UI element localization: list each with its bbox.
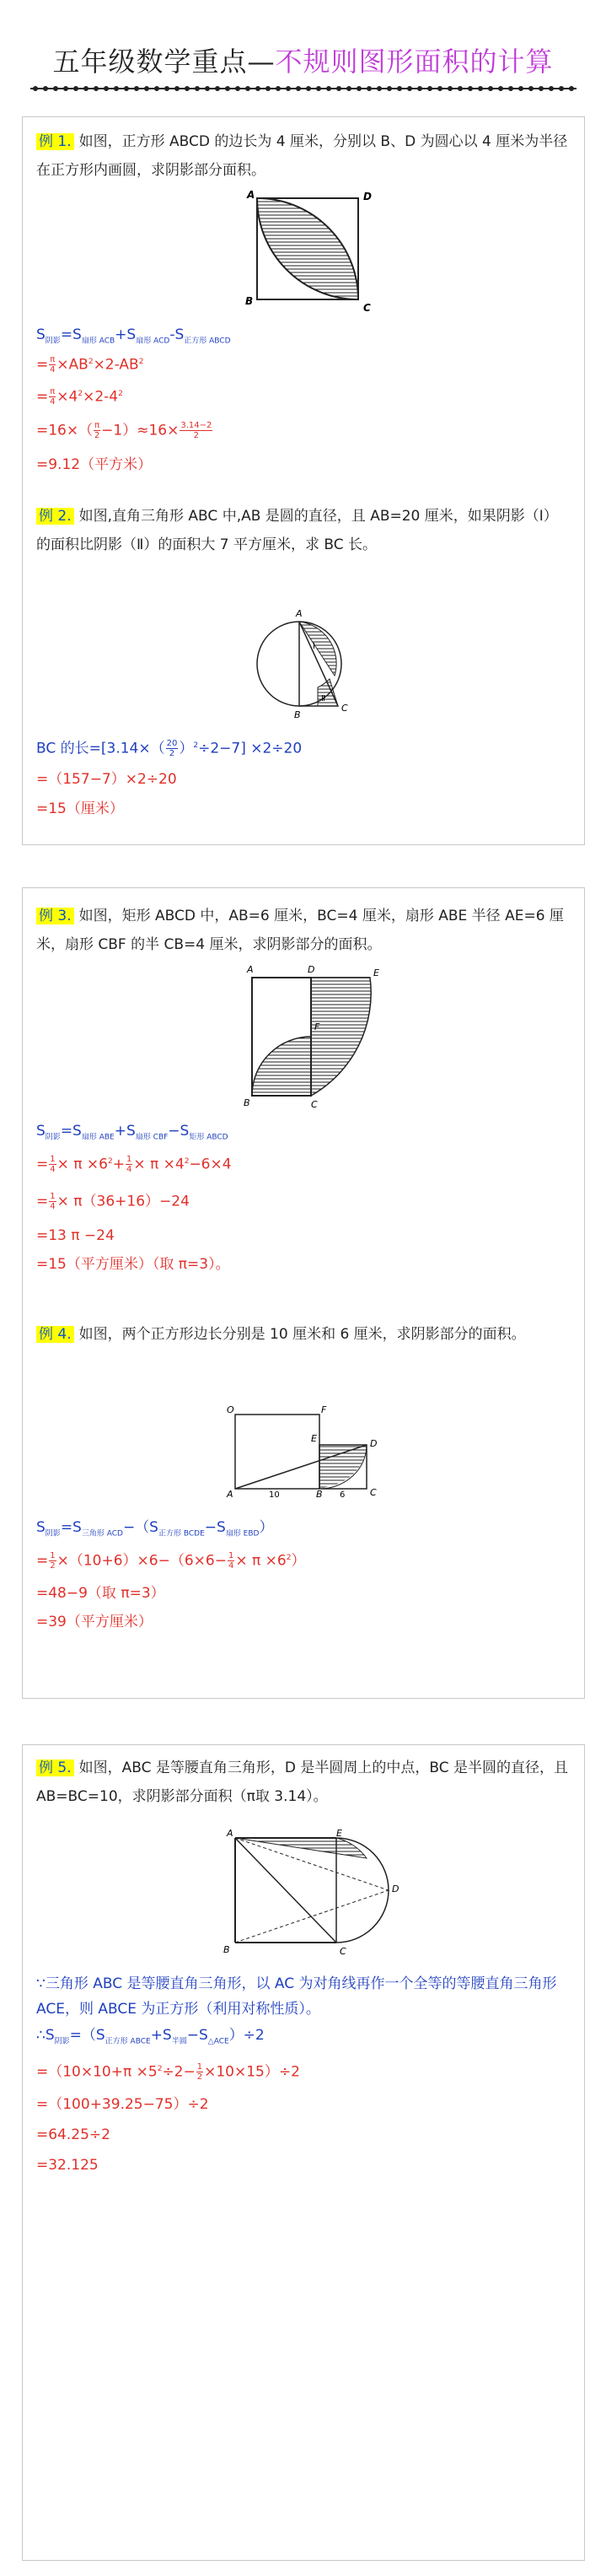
divider-dot	[336, 86, 341, 91]
card-examples-3-4	[22, 887, 585, 1699]
ex3-step-2: = $\frac{1}{4}$ × $\pi \times 6^2+$ $\frac{1}{4}$ × $\pi \times 4^2-6\times 4$	[36, 1155, 232, 1175]
divider-dot	[407, 86, 412, 91]
divider-dot	[174, 86, 180, 91]
ex1-step-2: = $\frac{\pi}{4}$ $\times AB^2\times 2-AB^2$	[36, 355, 144, 375]
fig1-label-a: A	[247, 189, 255, 201]
fig5-label-c: C	[340, 1946, 346, 1957]
divider-dot	[114, 86, 119, 91]
fig1-label-d: D	[363, 191, 372, 202]
example-2-figure	[249, 606, 375, 725]
fig4-label-c: C	[370, 1487, 377, 1498]
fig5-label-a: A	[227, 1828, 233, 1839]
fig3-label-d: D	[308, 964, 315, 975]
fraction: $\frac{3.14-2}{2}$	[180, 421, 212, 440]
fig3-label-a: A	[247, 964, 254, 975]
divider-dot	[43, 86, 48, 91]
ex1-result: =9.12（平方米）	[36, 456, 153, 473]
ex3-result: =15（平方厘米）（取 π=3）。	[36, 1256, 230, 1273]
fraction: $\frac{\pi}{4}$	[50, 387, 56, 407]
card-example-5	[22, 1744, 585, 2561]
divider-dot	[508, 86, 513, 91]
divider-dot	[215, 86, 220, 91]
divider-dot	[164, 86, 169, 91]
fig4-label-o: O	[227, 1404, 234, 1415]
fig5-label-d: D	[392, 1883, 400, 1894]
divider-dot	[549, 86, 554, 91]
divider-dot	[286, 86, 291, 91]
divider-dot	[124, 86, 129, 91]
fig5-label-e: E	[336, 1828, 342, 1839]
fig3-label-f: F	[314, 1021, 320, 1032]
example-3-figure	[244, 966, 387, 1109]
divider-dot	[478, 86, 483, 91]
fraction: $\frac{\pi}{4}$	[50, 355, 56, 375]
fig2-label-ii: Ⅱ	[321, 694, 325, 703]
fraction: $\frac{1}{4}$	[126, 1155, 132, 1175]
fig4-label-b: B	[316, 1489, 323, 1500]
ex1-step-3: = $\frac{\pi}{4}$ $\times 4^2\times 2-4^2$	[36, 387, 123, 407]
divider-dot	[569, 86, 574, 91]
ex5-step-4: =64.25÷2	[36, 2126, 110, 2143]
divider-dot	[73, 86, 78, 91]
ex1-step-4: =16×（ $\frac{\pi}{2}$ −1）≈16× $\frac{3.14-2}{2}$	[36, 421, 212, 440]
divider-dot	[53, 86, 58, 91]
ex4-step-3: =48−9（取 π=3）	[36, 1585, 165, 1602]
fig2-label-c: C	[341, 703, 348, 714]
ex5-step-3: =（100+39.25−75）÷2	[36, 2096, 209, 2113]
divider-dot	[185, 86, 190, 91]
example-5-question: 例 5. 如图，ABC 是等腰直角三角形，D 是半圆周上的中点，BC 是半圆的直径，且 AB=BC=10，求阴影部分面积（π取 3.14）。	[36, 1760, 569, 1805]
divider-dot	[225, 86, 230, 91]
divider-dot	[205, 86, 210, 91]
divider-dot	[83, 86, 88, 91]
example-1-figure	[240, 186, 375, 313]
divider-dot	[63, 86, 68, 91]
fig3-label-e: E	[373, 967, 379, 978]
divider-dot	[539, 86, 544, 91]
divider-dot	[367, 86, 372, 91]
divider-dot	[488, 86, 493, 91]
ex4-step-2: = $\frac{1}{2}$ ×（10+6）×6−（6×6− $\frac{1}{4}$ × $\pi \times 6^2$）	[36, 1551, 306, 1571]
fig1-label-c: C	[363, 302, 371, 314]
ex5-result: =32.125	[36, 2157, 99, 2174]
divider-dot	[387, 86, 392, 91]
fig4-label-d: D	[370, 1438, 378, 1449]
fig4-label-a: A	[227, 1489, 233, 1500]
card-examples-1-2	[22, 116, 585, 845]
divider-dot	[33, 86, 38, 91]
fraction: $\frac{1}{4}$	[228, 1551, 234, 1571]
example-1-question: 例 1. 如图，正方形 ABCD 的边长为 4 厘米，分别以 B、D 为圆心以 4 厘米为半径在正方形内画圆，求阴影部分面积。	[36, 133, 568, 179]
ex4-result: =39（平方厘米）	[36, 1614, 153, 1630]
page-title: 五年级数学重点—不规则图形面积的计算	[52, 46, 554, 78]
divider-dot	[306, 86, 311, 91]
divider-dot	[397, 86, 402, 91]
example-3-question: 例 3. 如图，矩形 ABCD 中，AB=6 厘米，BC=4 厘米，扇形 ABE 半径 AE=6 厘米，扇形 CBF 的半 CB=4 厘米，求阴影部分的面积。	[36, 908, 564, 953]
divider-dot	[448, 86, 453, 91]
fig2-label-i: Ⅰ	[313, 642, 315, 651]
divider-dot	[144, 86, 149, 91]
divider-dot	[326, 86, 331, 91]
divider-dot	[276, 86, 281, 91]
fig4-label-e: E	[311, 1433, 317, 1444]
ex2-step-2: =（157−7）×2÷20	[36, 771, 177, 788]
ex1-step-1: $S_{阴影}=S_{扇形 ACB}+S_{扇形 ACD}-S_{正方形 ABCD}$	[36, 326, 231, 346]
fraction: $\frac{1}{4}$	[50, 1155, 56, 1175]
fig4-label-6: 6	[340, 1490, 346, 1500]
divider-dot	[437, 86, 442, 91]
fig2-label-a: A	[296, 608, 303, 619]
example-2-question: 例 2. 如图,直角三角形 ABC 中,AB 是圆的直径，且 AB=20 厘米，如果阴影（Ⅰ）的面积比阴影（Ⅱ）的面积大 7 平方厘米，求 BC 长。	[36, 508, 558, 553]
divider-dot	[134, 86, 139, 91]
divider-dot	[316, 86, 321, 91]
fig5-label-b: B	[223, 1944, 230, 1955]
example-4-figure	[218, 1404, 387, 1499]
divider-dot	[245, 86, 250, 91]
divider-dot	[427, 86, 432, 91]
ex3-step-1: $S_{阴影}=S_{扇形 ABE}+S_{扇形 CBF}-S_{矩形 ABCD}$	[36, 1123, 228, 1142]
ex3-step-3: = $\frac{1}{4}$ × π（36+16）−24	[36, 1192, 190, 1211]
fig3-label-b: B	[244, 1097, 250, 1108]
example-4-question: 例 4. 如图，两个正方形边长分别是 10 厘米和 6 厘米，求阴影部分的面积。	[36, 1320, 569, 1349]
divider-dot	[94, 86, 99, 91]
ex2-result: =15（厘米）	[36, 800, 124, 817]
divider-dot	[265, 86, 271, 91]
divider-dot	[377, 86, 382, 91]
divider-dot	[458, 86, 463, 91]
ex2-step-1: BC 的长=[3.14×（ $\frac{20}{2}$ ）$^2$÷2−7] ×2÷20	[36, 739, 303, 759]
divider-dot	[195, 86, 200, 91]
ex4-step-1: $S_{阴影}=S_{三角形 ACD}-(S_{正方形 BCDE}-S_{扇形 EBD})$	[36, 1519, 274, 1539]
ex5-step-1: $\therefore S_{阴影}=(S_{正方形 ABCE}+S_{半圆}-S_{\triangle ACE})\div 2$	[36, 2027, 265, 2046]
fraction: $\frac{1}{2}$	[196, 2062, 203, 2083]
example-5-figure	[210, 1830, 404, 1958]
divider-dot	[357, 86, 362, 91]
fraction: $\frac{\pi}{2}$	[94, 421, 100, 440]
divider-dot	[346, 86, 351, 91]
divider-dot	[468, 86, 473, 91]
divider-dot	[255, 86, 260, 91]
fig2-label-b: B	[294, 709, 301, 720]
divider-dot	[559, 86, 564, 91]
title-divider	[30, 83, 577, 94]
divider-dot	[518, 86, 523, 91]
ex5-reasoning: ∵三角形 ABC 是等腰直角三角形，以 AC 为对角线再作一个全等的等腰直角三角形 ACE，则 ABCE 为正方形（利用对称性质）。	[36, 1975, 557, 2018]
divider-dot	[235, 86, 240, 91]
fig4-label-f: F	[321, 1404, 327, 1415]
fig3-label-c: C	[311, 1099, 318, 1110]
ex5-step-2: $=(10\times 10+\pi \times 5^2\div 2-$ $\frac{1}{2}$ ×10×15）÷2	[36, 2062, 300, 2083]
fig1-label-b: B	[245, 295, 254, 307]
divider-dot	[154, 86, 159, 91]
fraction: $\frac{1}{4}$	[50, 1192, 56, 1211]
fraction: $\frac{1}{2}$	[50, 1551, 56, 1571]
divider-dot	[498, 86, 503, 91]
ex3-step-4: =13 π −24	[36, 1227, 115, 1244]
divider-dot	[528, 86, 534, 91]
fig4-label-10: 10	[269, 1490, 280, 1500]
divider-dot	[104, 86, 109, 91]
divider-dot	[417, 86, 422, 91]
fraction: $\frac{20}{2}$	[166, 739, 178, 759]
divider-dot	[296, 86, 301, 91]
